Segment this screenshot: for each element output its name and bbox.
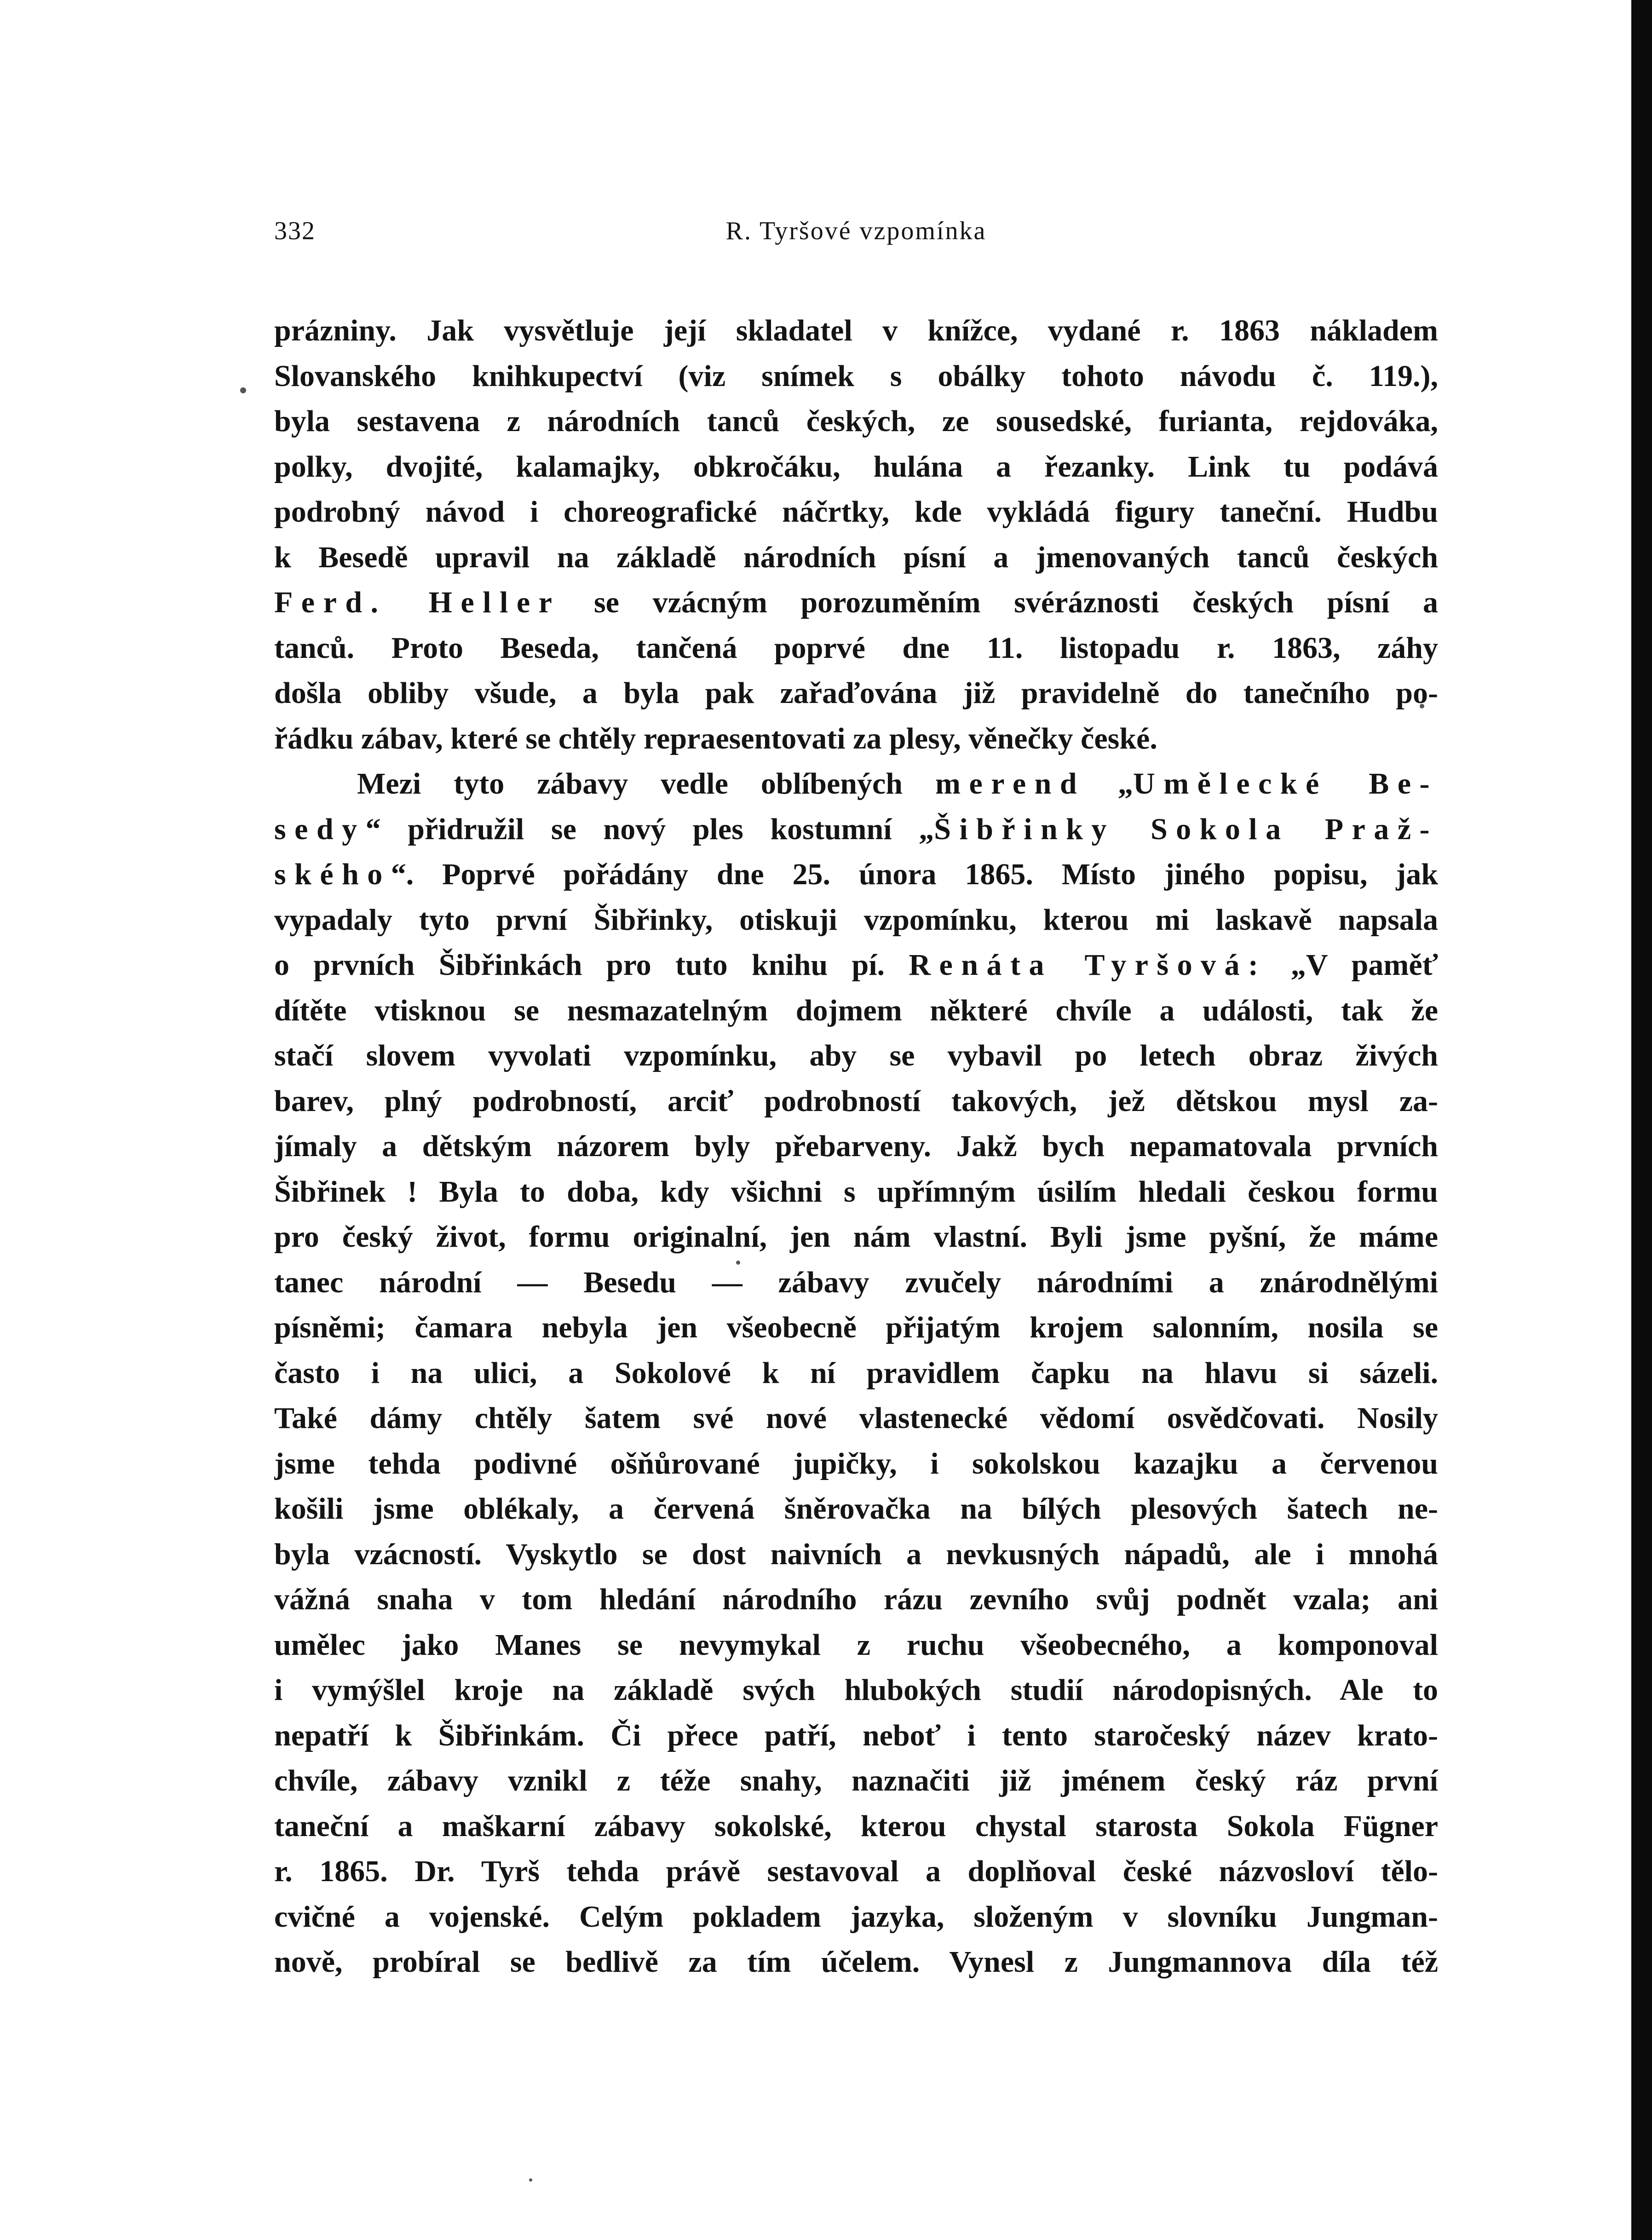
text-run: nově, probíral se bedlivě za tím účelem. Vynesl z Jungmannova díla též [274,1945,1438,1979]
text-run: košili jsme oblékaly, a červená šněrovačka na bílých plesových šatech ne- [274,1492,1438,1526]
text-line [274,1396,1438,1441]
text-line [274,1532,1438,1578]
page-header [274,216,1438,258]
text-run: byla vzácností. Vyskytlo se dost naivních a nevkusných nápadů, ale i mnohá [274,1537,1438,1571]
text-run: vážná snaha v tom hledání národního rázu zevního svůj podnět vzala; ani [274,1583,1438,1616]
text-line [274,1260,1438,1306]
text-run: “. Poprvé pořádány dne 25. února 1865. Místo jiného popisu, jak [391,858,1438,891]
text-run: tanců. Proto Beseda, tančená poprvé dne 11. listopadu r. 1863, záhy [274,631,1438,665]
text-line [274,1577,1438,1623]
text-run: o prvních Šibřinkách pro tuto knihu pí. [274,948,909,982]
text-run: Mezi tyto zábavy vedle oblíbených [357,767,936,800]
text-line [274,1215,1438,1260]
text-run: došla obliby všude, a byla pak zařaďována již pravidelně do tanečního po- [274,676,1438,710]
text-line [274,807,1438,852]
text-line [274,1079,1438,1124]
text-line [274,1894,1438,1940]
spaced-text: sedy [274,812,366,846]
text-run: často i na ulici, a Sokolové k ní pravidlem čapku na hlavu si sázeli. [274,1356,1438,1390]
spaced-text: Šibřinky Sokola Praž- [934,812,1438,846]
text-run: umělec jako Manes se nevymykal z ruchu všeobecného, a komponoval [274,1628,1438,1662]
spaced-text: Umělecké Be- [1133,767,1438,800]
text-run: r. 1865. Dr. Tyrš tehda právě sestavoval a doplňoval české názvosloví tělo- [274,1854,1438,1888]
text-run: jsme tehda podivné ošňůrované jupičky, i sokolskou kazajku a červenou [274,1446,1438,1480]
text-run: tanec národní — Besedu — zábavy zvučely národními a znárodnělými [274,1265,1438,1299]
text-line [274,716,1438,762]
text-run: cvičné a vojenské. Celým pokladem jazyka, složeným v slovníku Jungman- [274,1900,1438,1934]
text-line [274,1351,1438,1396]
spaced-text: Ferd. Heller [274,586,561,619]
text-line [274,580,1438,626]
page-number: 332 [274,217,316,245]
text-run: „V paměť [1266,948,1438,982]
text-line [274,671,1438,716]
text-line [274,1305,1438,1351]
text-run: Také dámy chtěly šatem své nové vlastenecké vědomí osvědčovati. Nosily [274,1401,1438,1435]
text-line [274,1441,1438,1487]
spaced-text: Renáta Tyršová: [909,948,1267,982]
text-run: Šibřinek ! Byla to doba, kdy všichni s upřímným úsilím hledali českou formu [274,1175,1438,1209]
spaced-text: ského [274,858,391,891]
text-run: dítěte vtisknou se nesmazatelným dojmem některé chvíle a události, tak že [274,993,1438,1027]
text-run: stačí slovem vyvolati vzpomínku, aby se vybavil po letech obraz živých [274,1039,1438,1072]
text-run: i vymýšlel kroje na základě svých hlubokých studií národopisných. Ale to [274,1673,1438,1707]
text-line [274,1623,1438,1668]
text-run: barev, plný podrobností, arciť podrobností takových, jež dětskou mysl za- [274,1084,1438,1118]
text-run: taneční a maškarní zábavy sokolské, kterou chystal starosta Sokola Fügner [274,1809,1438,1843]
text-line [274,489,1438,535]
text-run: byla sestavena z národních tanců českých, ze sousedské, furianta, rejdováka, [274,404,1438,438]
text-line [274,354,1438,399]
text-line [274,1169,1438,1215]
running-head: R. Tyršové vzpomínka [725,217,987,245]
text-run: řádku zábav, které se chtěly repraesentovati za plesy, věnečky české. [274,721,1157,755]
text-line [274,943,1438,988]
text-run: “ přidružil se nový ples kostumní „ [365,812,934,846]
text-run: k Besedě upravil na základě národních písní a jmenovaných tanců českých [274,540,1438,574]
text-run: prázniny. Jak vysvětluje její skladatel v knížce, vydané r. 1863 nákladem [274,314,1438,347]
text-line [274,1849,1438,1894]
text-run: polky, dvojité, kalamajky, obkročáku, hulána a řezanky. Link tu podává [274,449,1438,484]
text-line [274,399,1438,444]
text-run: vypadaly tyto první Šibřinky, otiskuji vzpomínku, kterou mi laskavě napsala [274,903,1438,937]
text-line [274,1758,1438,1804]
body-text [274,308,1438,1985]
text-run: pro český život, formu originalní, jen nám vlastní. Byli jsme pyšní, že máme [274,1220,1438,1254]
text-line [274,761,1438,807]
text-run: písněmi; čamara nebyla jen všeobecně přijatým krojem salonním, nosila se [274,1311,1438,1344]
text-run: „ [1085,767,1134,800]
page-edge-shadow [1631,0,1652,2240]
text-line [274,1940,1438,1985]
speck-mark [529,2178,532,2182]
text-run: Slovanského knihkupectví (viz snímek s obálky tohoto návodu č. 119.), [274,359,1438,393]
text-line [274,626,1438,671]
text-line [274,1486,1438,1532]
text-line [274,444,1438,490]
text-line [274,1033,1438,1079]
text-run: se vzácným porozuměním svéráznosti českých písní a [560,586,1438,619]
spaced-text: merend [935,767,1086,800]
text-run: podrobný návod i choreografické náčrtky, kde vykládá figury taneční. Hudbu [274,495,1438,529]
text-line [274,988,1438,1034]
text-run: nepatří k Šibřinkám. Či přece patří, neboť i tento staročeský název krato- [274,1718,1438,1752]
text-line [274,898,1438,943]
text-line [274,1124,1438,1169]
text-run: chvíle, zábavy vznikl z téže snahy, naznačiti již jménem český ráz první [274,1764,1438,1797]
text-line [274,535,1438,581]
text-line [274,1713,1438,1759]
text-run: jímaly a dětským názorem byly přebarveny. Jakž bych nepamatovala prvních [274,1129,1438,1163]
text-line [274,308,1438,354]
text-line [274,852,1438,898]
text-line [274,1668,1438,1713]
speck-mark [240,387,246,393]
text-line [274,1804,1438,1849]
